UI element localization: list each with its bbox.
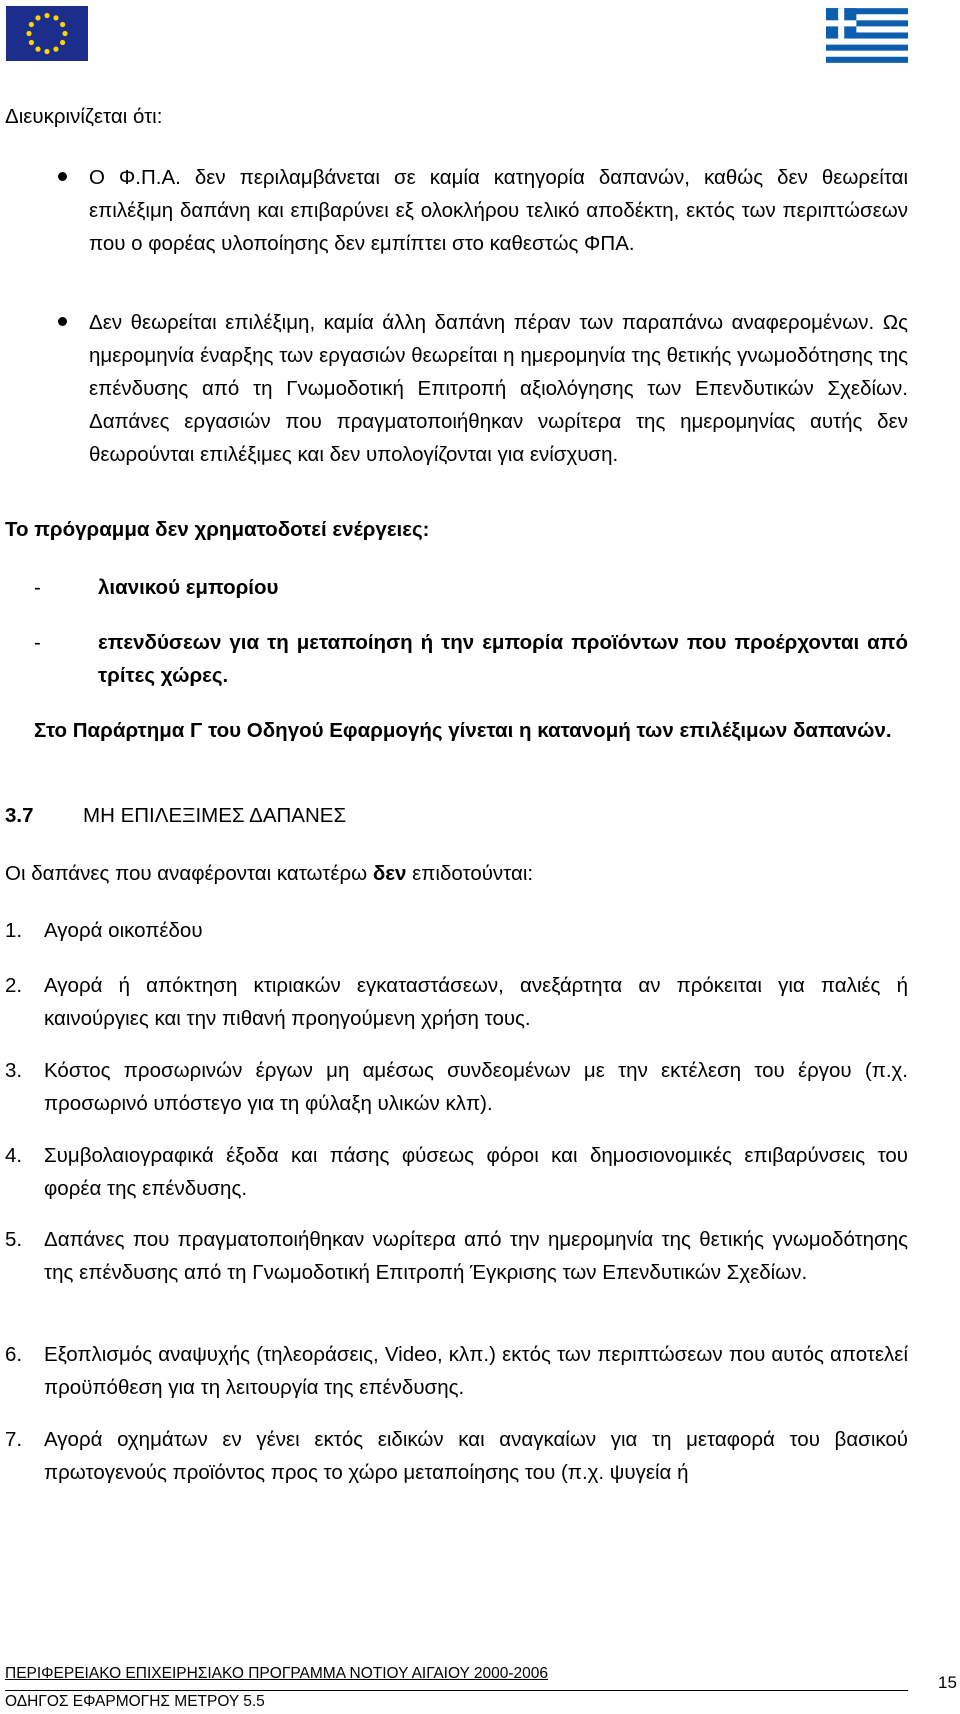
dash-marker: - bbox=[34, 576, 41, 599]
footer-program: ΠΕΡΙΦΕΡΕΙΑΚΟ ΕΠΙΧΕΙΡΗΣΙΑΚΟ ΠΡΟΓΡΑΜΜΑ ΝΟΤΙΟΥ ΑΙΓΑΙΟΥ 2000-2006 bbox=[5, 1665, 549, 1682]
item-number: 2. bbox=[5, 974, 23, 997]
numbered-item: Εξοπλισμός αναψυχής (τηλεοράσεις, Video, κλπ.) εκτός των περιπτώσεων που αυτός αποτελεί προϋπόθεση για τη λειτουργία της επένδυσης. bbox=[44, 1343, 908, 1399]
greek-flag-icon bbox=[826, 8, 908, 63]
item-number: 3. bbox=[5, 1059, 23, 1082]
eu-flag-icon bbox=[6, 6, 88, 61]
item-number: 4. bbox=[5, 1144, 23, 1167]
item-number: 6. bbox=[5, 1343, 23, 1366]
program-heading: Το πρόγραμμα δεν χρηματοδοτεί ενέργειες: bbox=[5, 518, 430, 541]
numbered-item: Κόστος προσωρινών έργων μη αμέσως συνδεομένων με την εκτέλεση του έργου (π.χ. προσωρινό υπόστεγο για τη φύλαξη υλικών κλπ). bbox=[44, 1059, 908, 1115]
non-eligible-intro bbox=[5, 861, 533, 887]
item-number: 7. bbox=[5, 1428, 23, 1451]
annex-note: Στο Παράρτημα Γ του Οδηγού Εφαρμογής γίνεται η κατανομή των επιλέξιμων δαπανών. bbox=[34, 719, 892, 742]
footer-guide: ΟΔΗΓΟΣ ΕΦΑΡΜΟΓΗΣ ΜΕΤΡΟΥ 5.5 bbox=[5, 1693, 265, 1710]
numbered-item: Αγορά οικοπέδου bbox=[44, 919, 203, 942]
numbered-item: Αγορά ή απόκτηση κτιριακών εγκαταστάσεων, ανεξάρτητα αν πρόκειται για παλιές ή καινούργιες και την πιθανή προηγούμενη χρήση τους. bbox=[44, 974, 908, 1030]
section-number: 3.7 bbox=[5, 804, 34, 827]
intro-emphasis: δεν bbox=[372, 862, 407, 885]
item-number: 1. bbox=[5, 919, 23, 942]
item-number: 5. bbox=[5, 1228, 23, 1251]
dash-marker: - bbox=[34, 631, 41, 654]
intro-text: Διευκρινίζεται ότι: bbox=[5, 105, 163, 128]
numbered-item: Αγορά οχημάτων εν γένει εκτός ειδικών και αναγκαίων για τη μεταφορά του βασικού πρωτογενούς προϊόντος προς το χώρο μεταποίησης του (π.χ. ψυγεία ή bbox=[44, 1428, 908, 1484]
bullet-icon bbox=[58, 172, 67, 181]
intro-before: Οι δαπάνες που αναφέρονται κατωτέρω bbox=[5, 862, 373, 885]
dash-item: λιανικού εμπορίου bbox=[98, 576, 279, 599]
bullet-item: Ο Φ.Π.Α. δεν περιλαμβάνεται σε καμία κατηγορία δαπανών, καθώς δεν θεωρείται επιλέξιμη δαπάνη και επιβαρύνει εξ ολοκλήρου τελικό αποδέκτη, εκτός των περιπτώσεων που ο φορέας υλοποίησης δεν εμπίπτει στο καθεστώς ΦΠΑ. bbox=[89, 166, 908, 255]
page-number: 15 bbox=[938, 1673, 957, 1692]
intro-after: επιδοτούνται: bbox=[406, 862, 534, 885]
section-title: ΜΗ ΕΠΙΛΕΞΙΜΕΣ ΔΑΠΑΝΕΣ bbox=[83, 804, 347, 827]
numbered-item: Συμβολαιογραφικά έξοδα και πάσης φύσεως φόροι και δημοσιονομικές επιβαρύνσεις του φορέα της επένδυσης. bbox=[44, 1144, 908, 1200]
numbered-item: Δαπάνες που πραγματοποιήθηκαν νωρίτερα από την ημερομηνία της θετικής γνωμοδότησης της επένδυσης από τη Γνωμοδοτική Επιτροπή Έγκρισης των Επενδυτικών Σχεδίων. bbox=[44, 1228, 908, 1284]
bullet-icon bbox=[58, 317, 67, 326]
footer-divider bbox=[5, 1690, 908, 1691]
bullet-item: Δεν θεωρείται επιλέξιμη, καμία άλλη δαπάνη πέραν των παραπάνω αναφερομένων. Ως ημερομηνία έναρξης των εργασιών θεωρείται η ημερομηνία της θετικής γνωμοδότησης της επένδυσης από τη Γνωμοδοτική Επιτροπή αξιολόγησης των Επενδυτικών Σχεδίων. Δαπάνες εργασιών που πραγματοποιήθηκαν νωρίτερα της ημερομηνίας αυτής δεν θεωρούνται επιλέξιμες και δεν υπολογίζονται για ενίσχυση. bbox=[89, 311, 908, 466]
dash-item: επενδύσεων για τη μεταποίηση ή την εμπορία προϊόντων που προέρχονται από τρίτες χώρες. bbox=[98, 631, 908, 687]
